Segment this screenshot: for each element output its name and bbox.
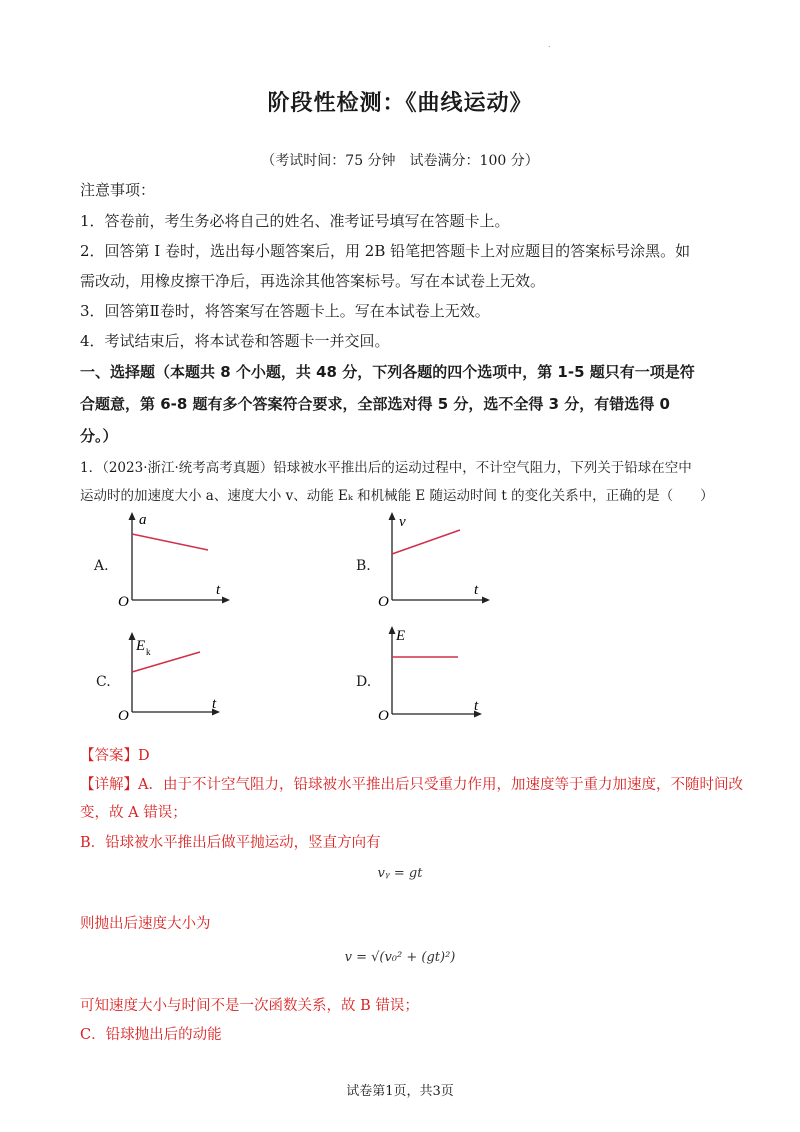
y-axis-label: a: [139, 512, 147, 528]
answer-detail: C．铅球抛出后的动能: [80, 1027, 222, 1043]
y-axis-arrow: [129, 632, 136, 640]
origin-label: O: [378, 594, 389, 608]
answer-detail: 则抛出后速度大小为: [80, 916, 211, 932]
y-axis-label: v: [399, 514, 406, 530]
notice-item: 需改动，用橡皮擦干净后，再选涂其他答案标号。写在本试卷上无效。: [80, 272, 546, 290]
section-heading: 一、选择题（本题共 8 个小题，共 48 分，下列各题的四个选项中，第 1-5 题只有一项是符: [80, 363, 695, 381]
graph-line: [392, 530, 460, 554]
notice-item: 1．答卷前，考生务必将自己的姓名、准考证号填写在答题卡上。: [80, 212, 510, 230]
answer-detail: 变，故 A 错误；: [80, 805, 187, 821]
origin-label: O: [118, 594, 129, 608]
notice-item: 3．回答第Ⅱ卷时，将答案写在答题卡上。写在本试卷上无效。: [80, 302, 490, 320]
x-axis-arrow: [222, 597, 230, 604]
option-b-graph: [370, 508, 500, 608]
option-c-graph: [110, 628, 240, 728]
notice-item: 4．考试结束后，将本试卷和答题卡一并交回。: [80, 332, 390, 350]
x-axis-label: t: [212, 696, 217, 712]
y-axis-subscript: k: [146, 647, 151, 657]
origin-label: O: [378, 708, 389, 722]
question-stem: 运动时的加速度大小 a、速度大小 v、动能 Eₖ 和机械能 E 随运动时间 t 的变化关系中，正确的是（ ）: [80, 488, 714, 504]
option-a-graph: [110, 508, 240, 608]
origin-label: O: [118, 708, 129, 724]
formula-vy: vᵧ = gt: [377, 866, 423, 881]
page-footer: 试卷第1页，共3页: [346, 1084, 454, 1099]
formula-v: v = √(v₀² + (gt)²): [344, 950, 456, 965]
y-axis-arrow: [389, 512, 396, 520]
answer-detail: 可知速度大小与时间不是一次函数关系，故 B 错误；: [80, 998, 419, 1014]
y-axis-label: E: [136, 638, 146, 654]
graph-line: [132, 652, 200, 672]
x-axis-label: t: [216, 582, 221, 598]
option-b-label: B.: [356, 558, 371, 574]
notice-item: 2．回答第 I 卷时，选出每小题答案后，用 2B 铅笔把答题卡上对应题目的答案标号涂黑。如: [80, 242, 691, 260]
option-d-label: D.: [356, 674, 372, 690]
section-heading: 合题意，第 6-8 题有多个答案符合要求，全部选对得 5 分，选不全得 3 分，有错选得 0: [80, 395, 670, 413]
page-title: 阶段性检测：《曲线运动》: [267, 91, 533, 116]
x-axis-label: t: [474, 698, 479, 714]
y-axis-arrow: [389, 626, 396, 634]
x-axis-arrow: [482, 597, 490, 604]
option-c-label: C.: [96, 674, 111, 690]
header-mark: .: [548, 40, 551, 49]
option-d-graph: [370, 622, 500, 722]
x-axis-label: t: [474, 582, 479, 598]
answer-detail: 【详解】A．由于不计空气阻力，铅球被水平推出后只受重力作用，加速度等于重力加速度，不随时间改: [80, 777, 743, 793]
y-axis-label: E: [396, 628, 406, 644]
section-heading: 分。）: [80, 427, 118, 445]
question-stem: 1．（2023·浙江·统考高考真题）铅球被水平推出后的运动过程中，不计空气阻力，下列关于铅球在空中: [80, 460, 692, 476]
exam-info: （考试时间：75 分钟 试卷满分：100 分）: [261, 153, 539, 169]
y-axis-arrow: [129, 512, 136, 520]
answer-label: 【答案】D: [80, 748, 150, 764]
notice-heading: 注意事项：: [80, 181, 156, 199]
option-a-label: A.: [94, 558, 109, 574]
answer-detail: B．铅球被水平推出后做平抛运动，竖直方向有: [80, 835, 381, 851]
graph-line: [132, 534, 208, 550]
